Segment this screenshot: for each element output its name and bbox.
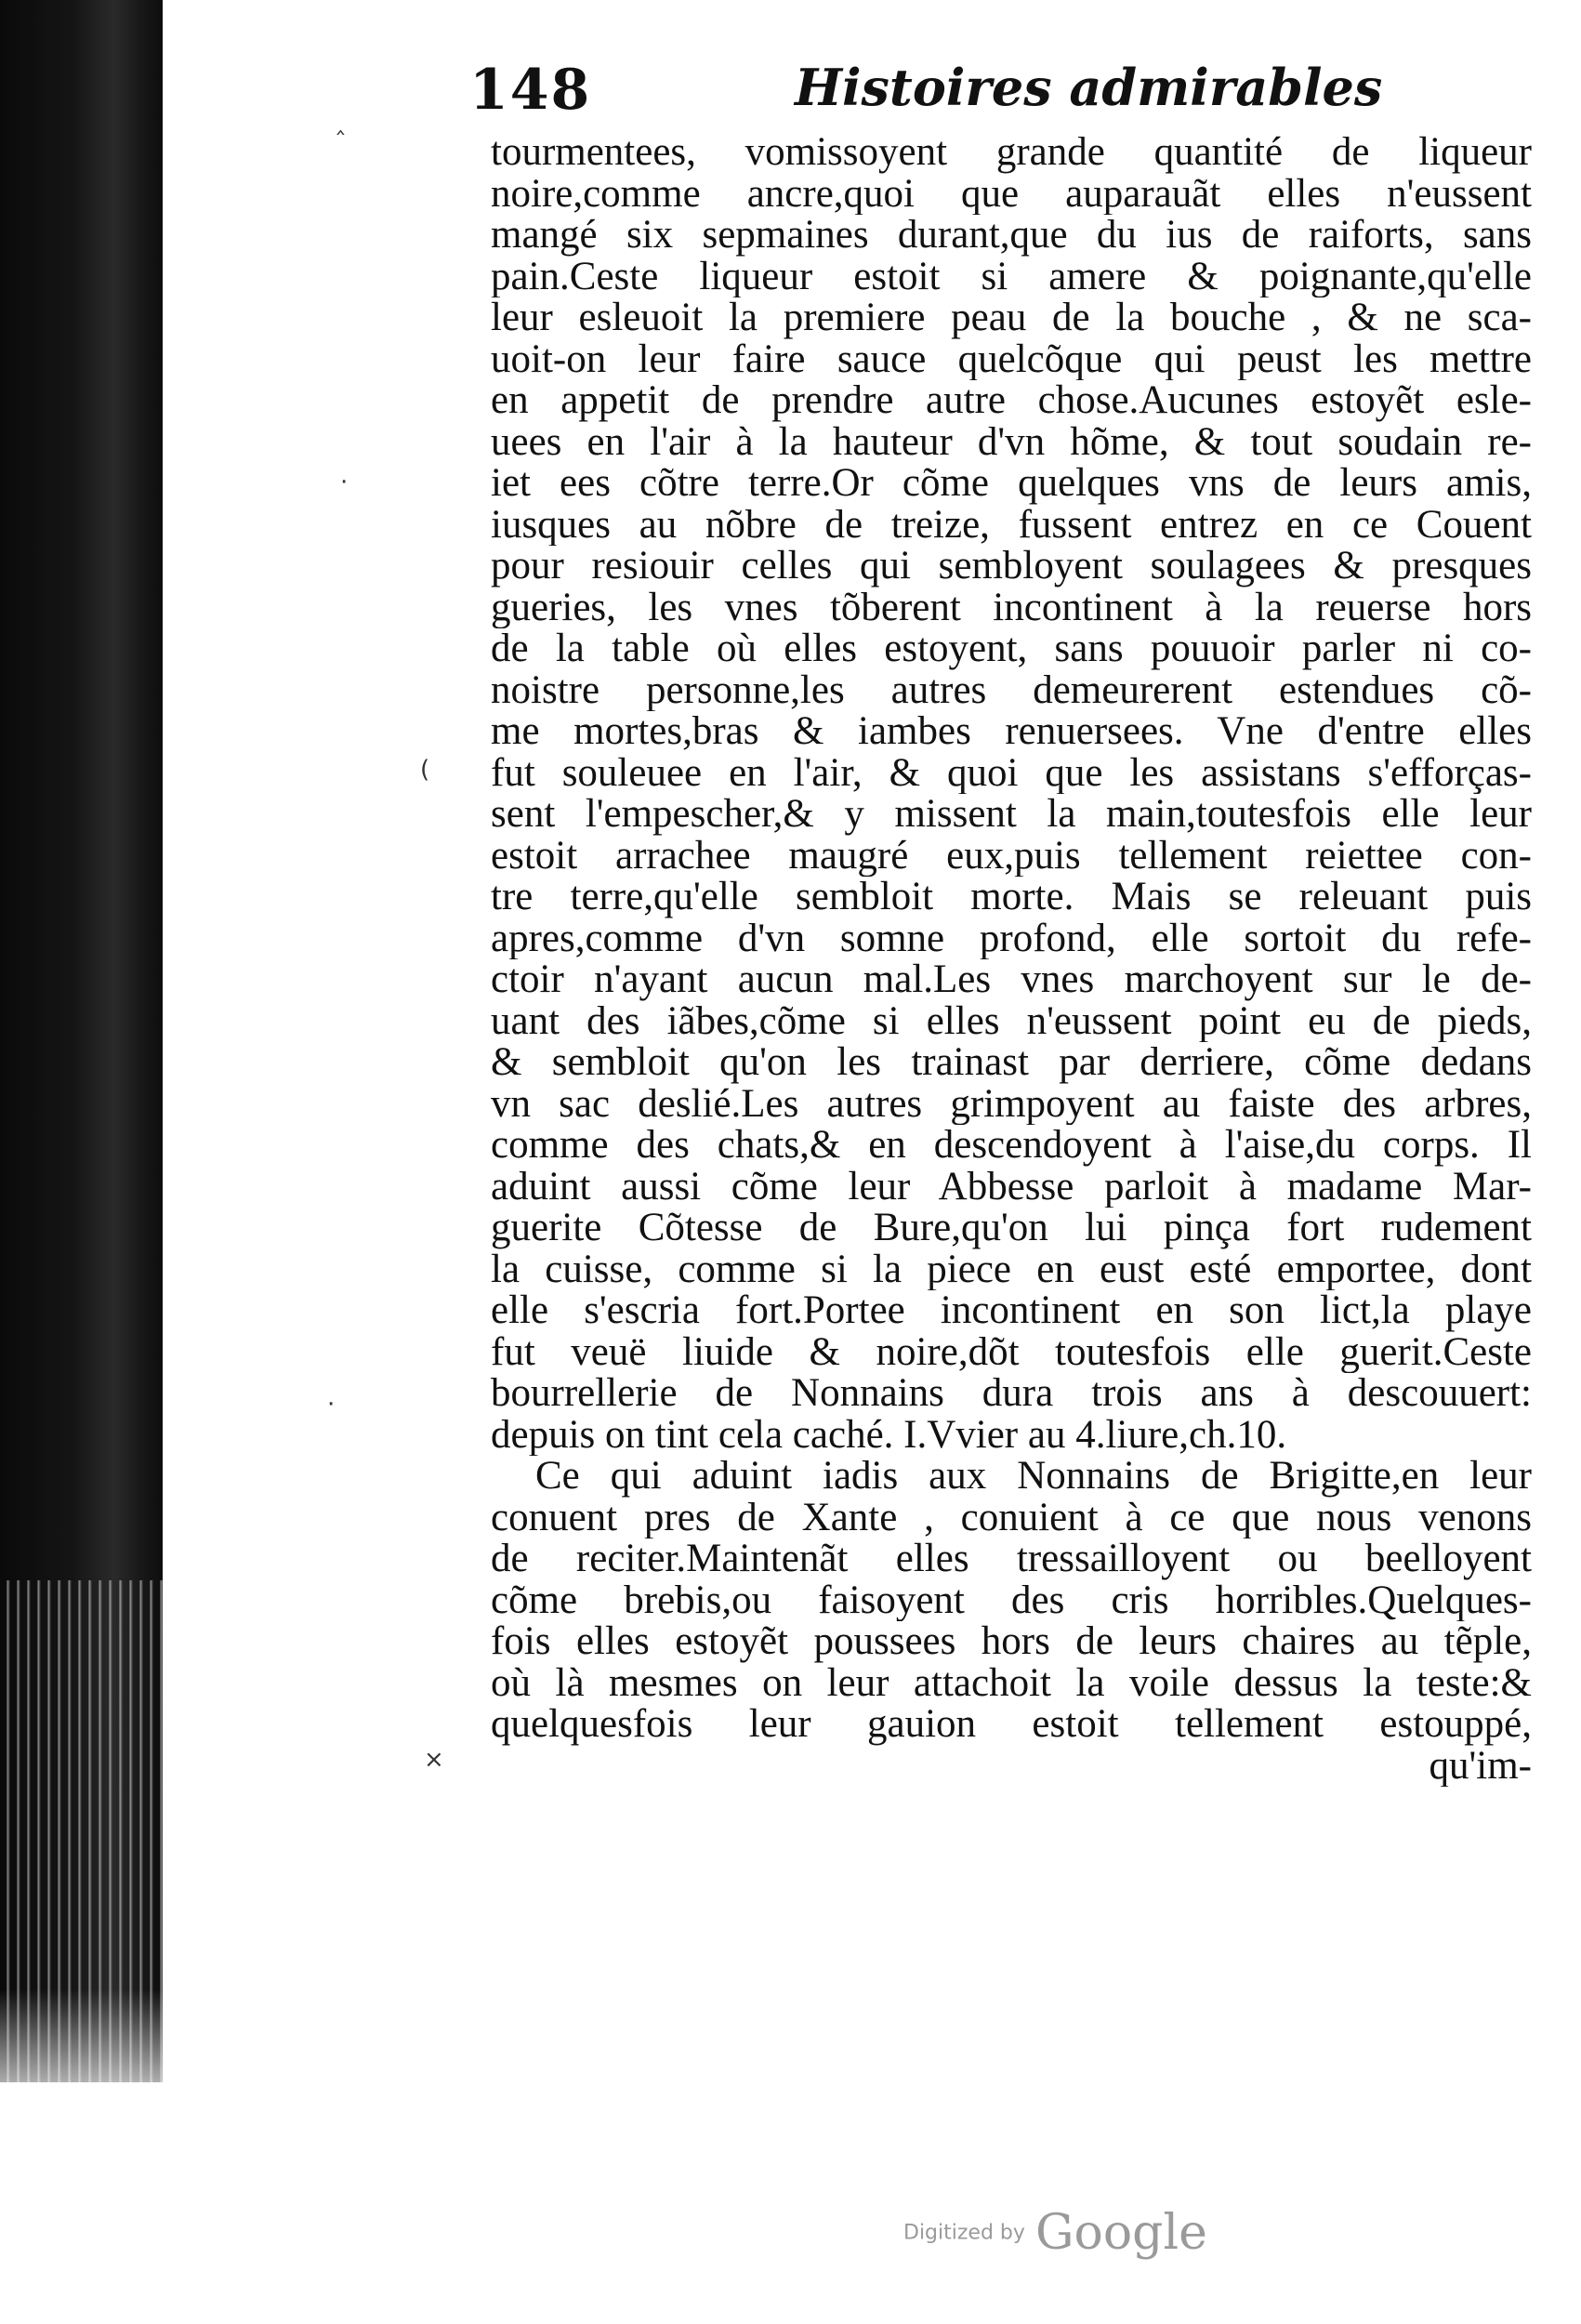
- scan-speck: ·: [340, 469, 349, 496]
- text-line: quelquesfois leur gauion estoit tellement estouppé,: [491, 1704, 1532, 1746]
- text-line: mangé six sepmaines durant,que du ius de raiforts, sans: [491, 215, 1532, 257]
- text-line: iet ees cõtre terre.Or cõme quelques vns de leurs amis,: [491, 463, 1532, 505]
- text-line: tourmentees, vomissoyent grande quantité de liqueur: [491, 132, 1532, 174]
- scan-speck: (: [420, 756, 430, 784]
- text-line: & sembloit qu'on les trainast par derriere, cõme dedans: [491, 1042, 1532, 1084]
- text-line: fut souleuee en l'air, & quoi que les assistans s'efforças-: [491, 752, 1532, 794]
- text-line: conuent pres de Xante , conuient à ce que nous venons: [491, 1497, 1532, 1538]
- text-line: cõme brebis,ou faisoyent des cris horribles.Quelques-: [491, 1579, 1532, 1621]
- text-line: iusques au nõbre de treize, fussent entrez en ce Couent: [491, 504, 1532, 546]
- text-line: où là mesmes on leur attachoit la voile dessus la teste:&: [491, 1662, 1532, 1704]
- body-text: [491, 132, 1550, 1787]
- text-line: guerite Cõtesse de Bure,qu'on lui pinça fort rudement: [491, 1208, 1532, 1249]
- text-line: la cuisse, comme si la piece en eust esté emportee, dont: [491, 1248, 1532, 1290]
- text-line: pour resiouir celles qui sembloyent soulagees & presques: [491, 546, 1532, 588]
- citation-line: depuis on tint cela caché. I.Vvier au 4.liure,ch.10.: [491, 1414, 1287, 1456]
- text-line: elle s'escria fort.Portee incontinent en son lict,la playe: [491, 1290, 1532, 1332]
- text-line: bourrellerie de Nonnains dura trois ans à descouuert:: [491, 1373, 1532, 1415]
- google-logo: Google: [1035, 2205, 1207, 2261]
- digitized-watermark: [903, 2205, 1207, 2261]
- text-line: fut veuë liuide & noire,dõt toutesfois elle guerit.Ceste: [491, 1331, 1532, 1373]
- scan-speck: ·: [327, 1391, 336, 1419]
- text-line: de reciter.Maintenãt elles tressailloyent ou beelloyent: [491, 1538, 1532, 1580]
- digitized-by-label: Digitized by: [903, 2221, 1025, 2245]
- text-line: tre terre,qu'elle sembloit morte. Mais se releuant puis: [491, 877, 1532, 918]
- running-title: Histoires admirables: [795, 58, 1383, 117]
- text-line: estoit arrachee maugré eux,puis tellement reiettee con-: [491, 835, 1532, 877]
- text-line: fois elles estoyẽt poussees hors de leurs chaires au tẽple,: [491, 1621, 1532, 1663]
- page-header: [469, 58, 1383, 132]
- text-line: noire,comme ancre,quoi que auparauãt elles n'eussent: [491, 173, 1532, 215]
- text-line: me mortes,bras & iambes renuersees. Vne d'entre elles: [491, 711, 1532, 753]
- catchword: qu'im-: [1429, 1745, 1532, 1787]
- text-line: uant des iãbes,cõme si elles n'eussent point eu de pieds,: [491, 1000, 1532, 1042]
- text-line: de la table où elles estoyent, sans pouuoir parler ni co-: [491, 628, 1532, 670]
- text-line: vn sac deslié.Les autres grimpoyent au faiste des arbres,: [491, 1083, 1532, 1125]
- text-line: pain.Ceste liqueur estoit si amere & poignante,qu'elle: [491, 256, 1532, 297]
- paragraph-start-line: Ce qui aduint iadis aux Nonnains de Brigitte,en leur: [535, 1456, 1532, 1498]
- text-line: leur esleuoit la premiere peau de la bouche , & ne sca-: [491, 297, 1532, 339]
- text-line: uees en l'air à la hauteur d'vn hõme, & tout soudain re-: [491, 421, 1532, 463]
- scan-speck: ×: [424, 1746, 444, 1774]
- text-line: comme des chats,& en descendoyent à l'aise,du corps. Il: [491, 1125, 1532, 1167]
- text-line: apres,comme d'vn somne profond, elle sortoit du refe-: [491, 918, 1532, 959]
- scan-gutter-fade: [0, 1989, 163, 2119]
- text-line: noistre personne,les autres demeurerent estendues cõ-: [491, 669, 1532, 711]
- text-line: ctoir n'ayant aucun mal.Les vnes marchoyent sur le de-: [491, 959, 1532, 1001]
- text-line: en appetit de prendre autre chose.Aucunes estoyẽt esle-: [491, 380, 1532, 422]
- scan-speck: ‸: [336, 108, 345, 136]
- text-line: sent l'empescher,& y missent la main,toutesfois elle leur: [491, 794, 1532, 836]
- text-line: uoit-on leur faire sauce quelcõque qui peust les mettre: [491, 338, 1532, 380]
- page-number: 148: [469, 58, 592, 123]
- text-line: aduint aussi cõme leur Abbesse parloit à madame Mar-: [491, 1166, 1532, 1208]
- text-line: gueries, les vnes tõberent incontinent à la reuerse hors: [491, 587, 1532, 628]
